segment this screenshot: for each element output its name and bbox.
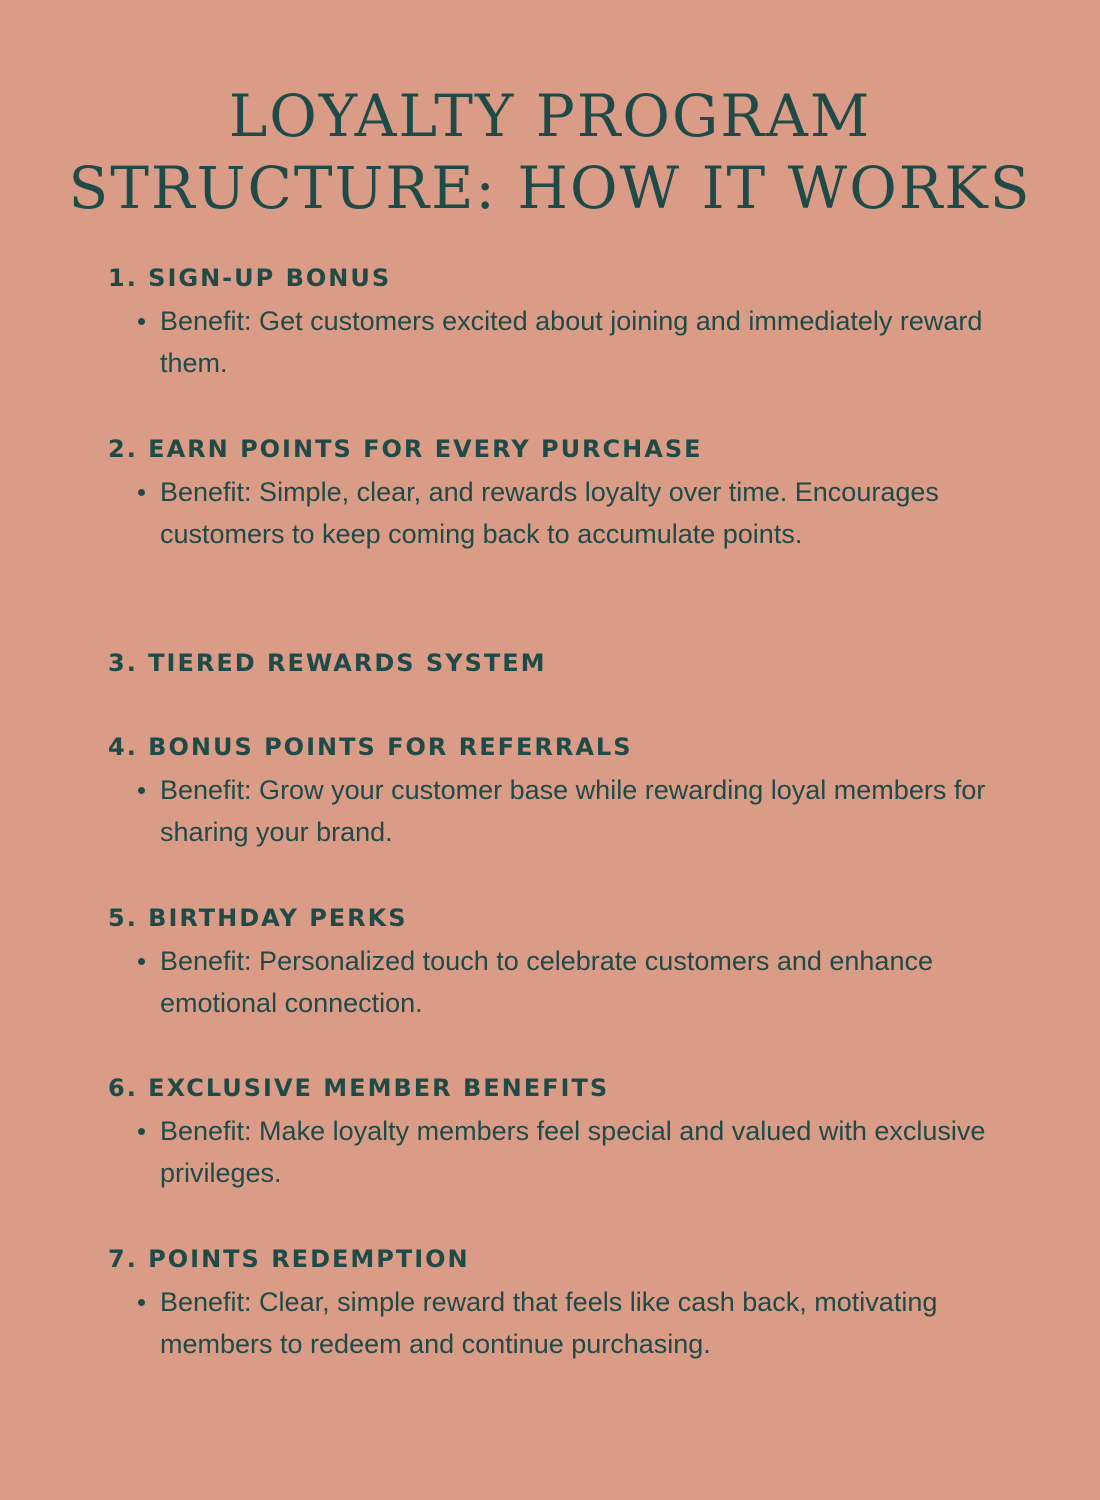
benefit-text: Benefit: Grow your customer base while rewarding loyal members for sharing your brand. [160, 775, 986, 847]
section-birthday-perks [108, 902, 1008, 1024]
bullet-icon [138, 958, 145, 965]
section-tiered-rewards [108, 647, 1008, 679]
section-heading: 4. BONUS POINTS FOR REFERRALS [108, 733, 633, 761]
benefit-text: Benefit: Get customers excited about joining and immediately reward them. [160, 306, 983, 378]
bullet-icon [138, 1128, 145, 1135]
benefit-text: Benefit: Make loyalty members feel special and valued with exclusive privileges. [160, 1116, 986, 1188]
section-heading: 3. TIERED REWARDS SYSTEM [108, 649, 547, 677]
benefit-list [108, 1281, 1008, 1365]
section-heading: 2. EARN POINTS FOR EVERY PURCHASE [108, 435, 703, 463]
bullet-icon [138, 787, 145, 794]
benefit-item [160, 1281, 1008, 1365]
benefit-item [160, 471, 1008, 555]
bullet-icon [138, 1299, 145, 1306]
section-exclusive-benefits [108, 1072, 1008, 1194]
title-line-2: STRUCTURE: HOW IT WORKS [68, 154, 1032, 222]
section-heading: 6. EXCLUSIVE MEMBER BENEFITS [108, 1074, 610, 1102]
benefit-list [108, 769, 1008, 853]
benefit-list [108, 940, 1008, 1024]
benefit-text: Benefit: Personalized touch to celebrate customers and enhance emotional connection. [160, 946, 933, 1018]
page-title [0, 80, 1100, 224]
section-earn-points [108, 433, 1008, 555]
benefit-item [160, 940, 1008, 1024]
title-line-1: LOYALTY PROGRAM [228, 82, 872, 150]
benefit-item [160, 769, 1008, 853]
benefit-item [160, 1110, 1008, 1194]
benefit-item [160, 300, 1008, 384]
benefit-text: Benefit: Simple, clear, and rewards loyalty over time. Encourages customers to keep coming back to accumulate points. [160, 477, 939, 549]
benefit-list [108, 300, 1008, 384]
bullet-icon [138, 489, 145, 496]
benefit-list [108, 471, 1008, 555]
benefit-list [108, 1110, 1008, 1194]
benefit-text: Benefit: Clear, simple reward that feels like cash back, motivating members to redeem and continue purchasing. [160, 1287, 938, 1359]
section-heading: 5. BIRTHDAY PERKS [108, 904, 408, 932]
section-heading: 1. SIGN-UP BONUS [108, 264, 392, 292]
section-referrals [108, 731, 1008, 853]
section-sign-up-bonus [108, 262, 1008, 384]
bullet-icon [138, 318, 145, 325]
section-points-redemption [108, 1243, 1008, 1365]
section-heading: 7. POINTS REDEMPTION [108, 1245, 470, 1273]
